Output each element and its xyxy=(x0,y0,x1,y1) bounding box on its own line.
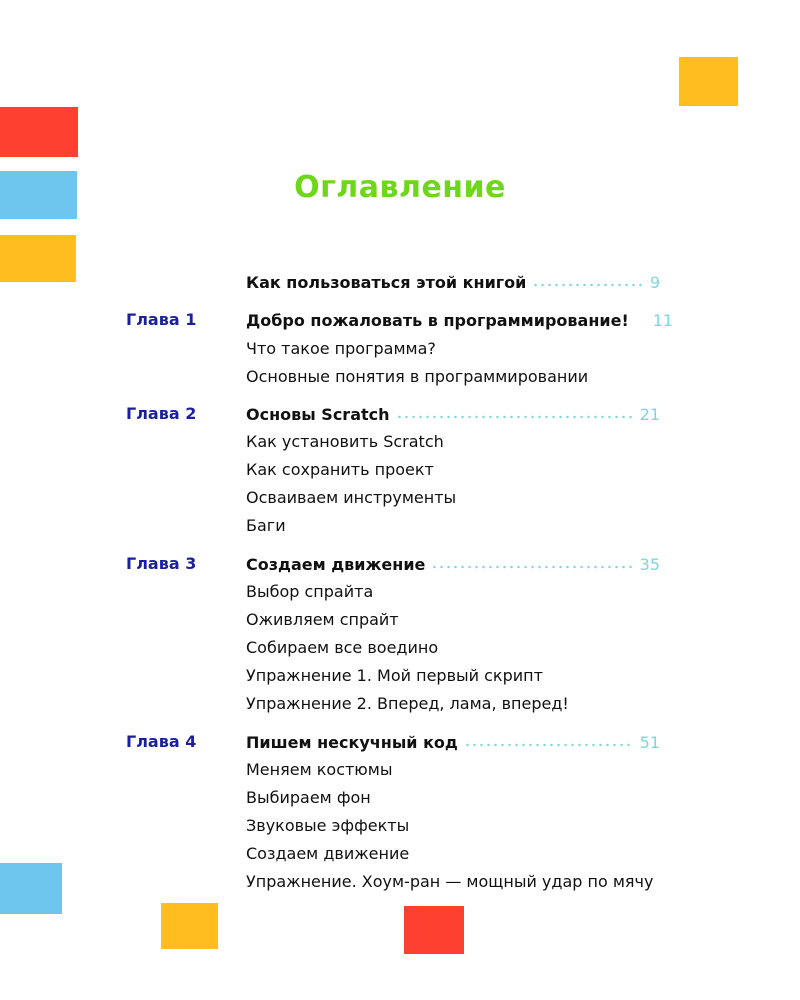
toc-subitem[interactable]: Как сохранить проект xyxy=(246,460,434,479)
chapter-title: Добро пожаловать в программирование! xyxy=(246,310,629,330)
toc-row-chapter-2[interactable] xyxy=(0,400,800,428)
deco-square-blue-bottom-left xyxy=(0,863,62,914)
toc-subitem[interactable]: Оживляем спрайт xyxy=(246,610,399,629)
chapter-label: Глава 4 xyxy=(126,732,197,751)
toc-subitem[interactable]: Выбор спрайта xyxy=(246,582,374,601)
page-title: Оглавление xyxy=(294,170,506,205)
page-number: 35 xyxy=(639,554,660,574)
toc-subitem[interactable]: Упражнение. Хоум-ран — мощный удар по мячу xyxy=(246,872,654,891)
dot-leader xyxy=(431,565,633,569)
toc-row-chapter-1[interactable] xyxy=(0,306,800,334)
dot-leader xyxy=(532,283,643,287)
toc-subitem[interactable]: Звуковые эффекты xyxy=(246,816,410,835)
chapter-title: Создаем движение xyxy=(246,554,426,574)
page-number: 21 xyxy=(639,404,660,424)
deco-square-red-left xyxy=(0,107,78,157)
toc-subitem[interactable]: Основные понятия в программировании xyxy=(246,367,589,386)
toc-row-chapter-3[interactable] xyxy=(0,550,800,578)
toc-subitem[interactable]: Создаем движение xyxy=(246,844,410,863)
page-number: 11 xyxy=(652,310,674,330)
toc-subitem[interactable]: Осваиваем инструменты xyxy=(246,488,457,507)
deco-square-yellow-top-right xyxy=(679,57,738,106)
toc-subitem[interactable]: Меняем костюмы xyxy=(246,760,393,779)
toc-subitem[interactable]: Упражнение 1. Мой первый скрипт xyxy=(246,666,543,685)
toc-subitem[interactable]: Выбираем фон xyxy=(246,788,371,807)
chapter-label: Глава 2 xyxy=(126,404,197,423)
chapter-title: Основы Scratch xyxy=(246,404,390,424)
toc-entry-title: Как пользоваться этой книгой xyxy=(246,272,527,292)
chapter-label: Глава 1 xyxy=(126,310,197,329)
toc-subitem[interactable]: Упражнение 2. Вперед, лама, вперед! xyxy=(246,694,569,713)
toc-row-chapter-4[interactable] xyxy=(0,728,800,756)
toc-subitem[interactable]: Баги xyxy=(246,516,286,535)
deco-square-yellow-bottom xyxy=(161,903,218,949)
toc-subitem[interactable]: Что такое программа? xyxy=(246,339,436,358)
toc-subitem[interactable]: Как установить Scratch xyxy=(246,432,444,451)
chapter-title: Пишем нескучный код xyxy=(246,732,458,752)
toc-subitem[interactable]: Собираем все воедино xyxy=(246,638,439,657)
page-number: 51 xyxy=(639,732,660,752)
dot-leader xyxy=(464,743,634,747)
deco-square-red-bottom xyxy=(404,906,464,954)
toc-row-intro[interactable] xyxy=(0,268,800,296)
dot-leader xyxy=(396,415,634,419)
page-number: 9 xyxy=(649,272,660,292)
chapter-label: Глава 3 xyxy=(126,554,197,573)
